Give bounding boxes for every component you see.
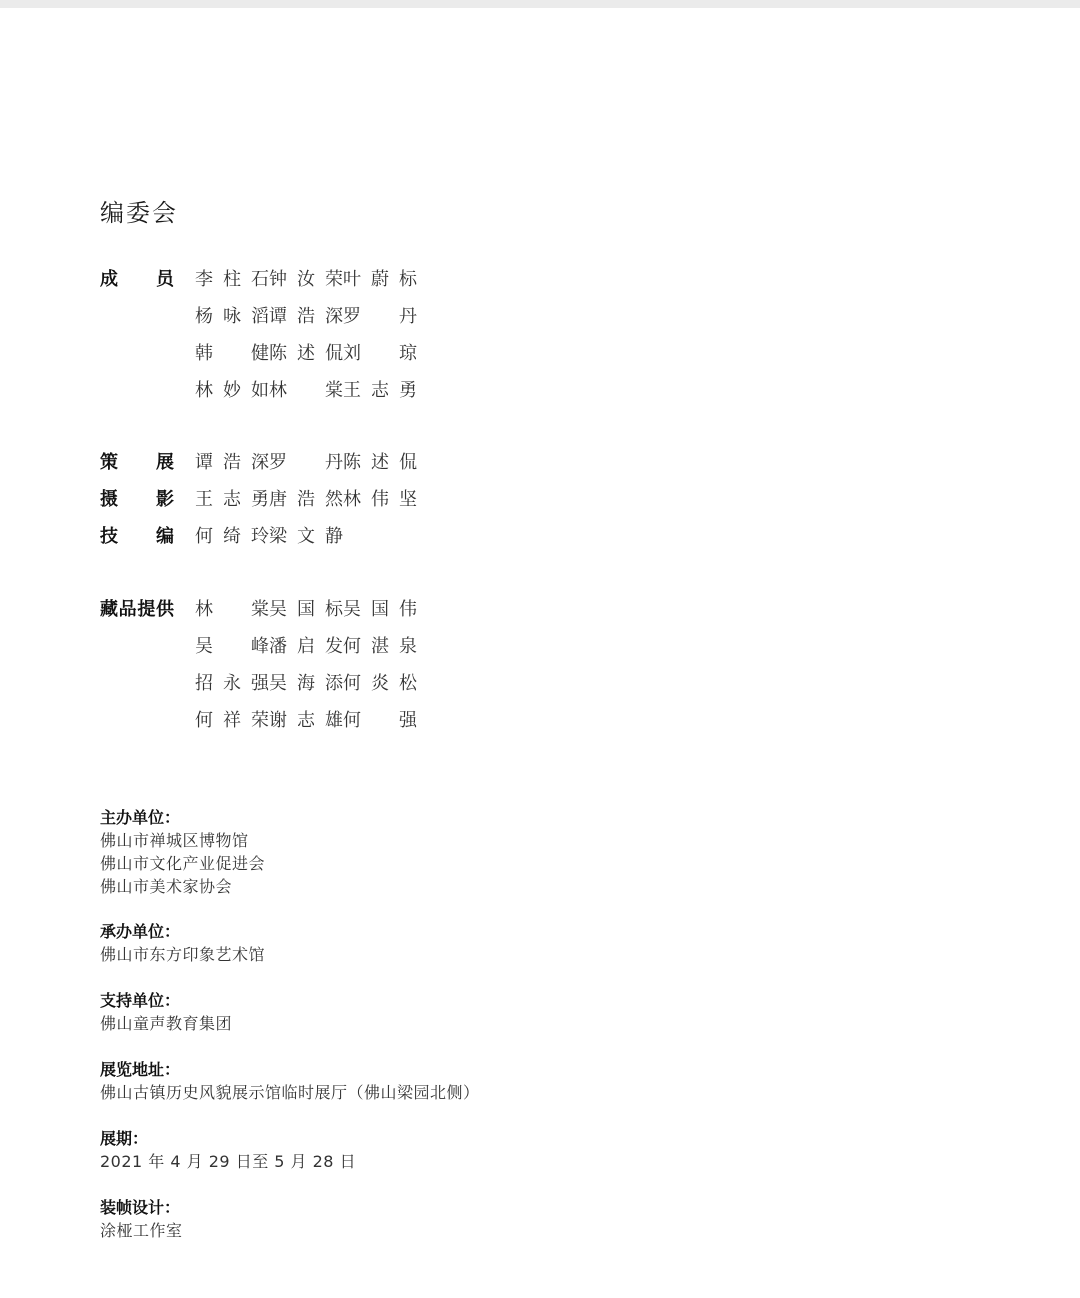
- members-group: [100, 259, 417, 407]
- info-value: 佛山市东方印象艺术馆: [100, 945, 266, 964]
- person-name: 吴 国 伟: [343, 598, 417, 620]
- person-name: 罗 丹: [269, 451, 343, 473]
- person-name: 林 伟 坚: [343, 488, 417, 510]
- person-name: 何 绮 玲: [195, 525, 269, 547]
- person-name: 罗 丹: [343, 305, 417, 327]
- info-value: 佛山古镇历史风貌展示馆临时展厅（佛山梁园北侧）: [100, 1083, 480, 1102]
- members-row: [100, 333, 417, 370]
- info-block: [100, 920, 265, 966]
- person-name: 吴 海 添: [269, 672, 343, 694]
- lenders-row: [100, 626, 417, 663]
- person-name: 林 妙 如: [195, 379, 269, 401]
- person-name: 谢 志 雄: [269, 709, 343, 731]
- person-name: 李 柱 石: [195, 268, 269, 290]
- person-name: 何 炎 松: [343, 672, 417, 694]
- person-name: 吴 峰: [195, 635, 269, 657]
- role-label: 策 展: [100, 451, 174, 473]
- person-name: 林 棠: [269, 379, 343, 401]
- members-row: [100, 296, 417, 333]
- lenders-label: 藏 品 提 供: [100, 598, 174, 620]
- info-value: 涂桠工作室: [100, 1221, 183, 1240]
- person-name: 王 志 勇: [195, 488, 269, 510]
- person-name: 谭 浩 深: [269, 305, 343, 327]
- page-title: 编委会: [100, 199, 178, 227]
- info-heading: 展览地址：: [100, 1060, 181, 1079]
- person-name: 陈 述 侃: [269, 342, 343, 364]
- info-value: 佛山市文化产业促进会: [100, 854, 266, 873]
- role-row: [100, 442, 417, 479]
- person-name: 何 强: [343, 709, 417, 731]
- info-value: 佛山市禅城区博物馆: [100, 831, 249, 850]
- person-name: 吴 国 标: [269, 598, 343, 620]
- top-bar: [0, 0, 1080, 8]
- person-name: 陈 述 侃: [343, 451, 417, 473]
- members-row: [100, 370, 417, 407]
- info-block: [100, 1058, 480, 1104]
- lenders-group: [100, 589, 417, 737]
- person-name: 叶 蔚 标: [343, 268, 417, 290]
- person-name: 杨 咏 滔: [195, 305, 269, 327]
- person-name: 韩 健: [195, 342, 269, 364]
- person-name: 梁 文 静: [269, 525, 343, 547]
- person-name: 林 棠: [195, 598, 269, 620]
- lenders-row: [100, 663, 417, 700]
- lenders-row: [100, 589, 417, 626]
- role-row: [100, 516, 417, 553]
- info-heading: 主办单位：: [100, 808, 181, 827]
- info-heading: 承办单位：: [100, 922, 181, 941]
- members-label: 成 员: [100, 268, 174, 290]
- person-name: 钟 汝 荣: [269, 268, 343, 290]
- info-heading: 展期：: [100, 1129, 149, 1148]
- person-name: 谭 浩 深: [195, 451, 269, 473]
- info-heading: 装帧设计：: [100, 1198, 181, 1217]
- person-name: 潘 启 发: [269, 635, 343, 657]
- info-value: 佛山市美术家协会: [100, 877, 233, 896]
- info-value: 2021 年 4 月 29 日至 5 月 28 日: [100, 1152, 357, 1171]
- person-name: 王 志 勇: [343, 379, 417, 401]
- roles-group: [100, 442, 417, 553]
- role-label: 技 编: [100, 525, 174, 547]
- info-value: 佛山童声教育集团: [100, 1014, 233, 1033]
- members-row: [100, 259, 417, 296]
- info-block: [100, 989, 232, 1035]
- person-name: 何 祥 荣: [195, 709, 269, 731]
- info-block: [100, 806, 265, 898]
- lenders-row: [100, 700, 417, 737]
- role-row: [100, 479, 417, 516]
- person-name: 刘 琼: [343, 342, 417, 364]
- info-block: [100, 1196, 183, 1242]
- person-name: 唐 浩 然: [269, 488, 343, 510]
- person-name: 何 湛 泉: [343, 635, 417, 657]
- role-label: 摄 影: [100, 488, 174, 510]
- person-name: 招 永 强: [195, 672, 269, 694]
- info-block: [100, 1127, 356, 1173]
- info-heading: 支持单位：: [100, 991, 181, 1010]
